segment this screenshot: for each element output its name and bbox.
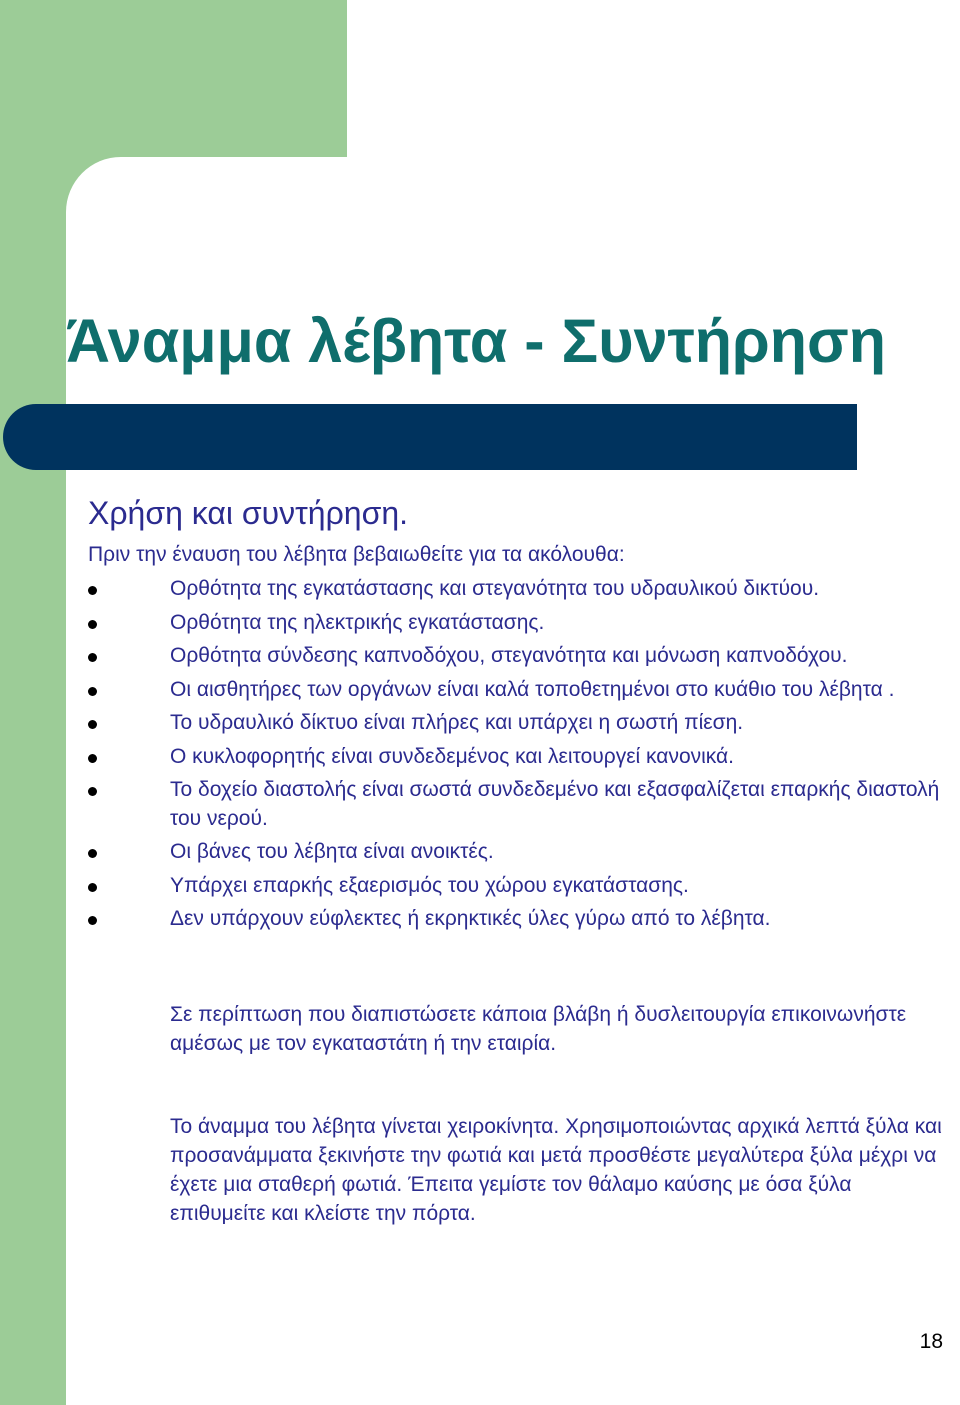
checklist <box>88 575 948 939</box>
checklist-item <box>88 838 948 867</box>
bullet-dot-icon <box>88 720 97 729</box>
bullet-dot-icon <box>88 849 97 858</box>
checklist-item <box>88 776 948 833</box>
intro-text: Πριν την έναυση του λέβητα βεβαιωθείτε για τα ακόλουθα: <box>88 543 625 566</box>
checklist-item <box>88 905 948 934</box>
bullet-dot-icon <box>88 916 97 925</box>
navy-divider-bar <box>3 404 857 470</box>
bullet-dot-icon <box>88 653 97 662</box>
fault-paragraph: Σε περίπτωση που διαπιστώσετε κάποια βλάβη ή δυσλειτουργία επικοινωνήστε αμέσως με τον εγκαταστάτη ή την εταιρία. <box>170 1003 907 1055</box>
white-top-area <box>347 0 960 160</box>
checklist-item-text: Οι βάνες του λέβητα είναι ανοικτές. <box>170 840 494 863</box>
checklist-item <box>88 709 948 738</box>
checklist-item-text: Δεν υπάρχουν εύφλεκτες ή εκρηκτικές ύλες γύρω από το λέβητα. <box>170 907 771 930</box>
bullet-dot-icon <box>88 687 97 696</box>
page-number: 18 <box>919 1330 943 1353</box>
checklist-item-text: Το υδραυλικό δίκτυο είναι πλήρες και υπάρχει η σωστή πίεση. <box>170 711 744 734</box>
section-heading: Χρήση και συντήρηση. <box>88 495 409 531</box>
checklist-item-text: Υπάρχει επαρκής εξαερισμός του χώρου εγκατάστασης. <box>170 873 689 897</box>
bullet-dot-icon <box>88 754 97 763</box>
checklist-item-text: Ορθότητα σύνδεσης καπνοδόχου, στεγανότητα και μόνωση καπνοδόχου. <box>170 644 848 667</box>
checklist-item <box>88 609 948 638</box>
bullet-dot-icon <box>88 883 97 892</box>
checklist-item <box>88 642 948 671</box>
checklist-item-text: Ο κυκλοφορητής είναι συνδεδεμένος και λειτουργεί κανονικά. <box>170 744 735 768</box>
checklist-item <box>88 872 948 901</box>
checklist-item <box>88 676 948 705</box>
page-title: Άναμμα λέβητα - Συντήρηση <box>66 307 886 375</box>
checklist-item-text: Το δοχείο διαστολής είναι σωστά συνδεδεμένο και εξασφαλίζεται επαρκής διαστολή του νερού. <box>170 778 940 830</box>
checklist-item-text: Οι αισθητήρες των οργάνων είναι καλά τοποθετημένοι στο κυάθιο του λέβητα . <box>170 677 895 701</box>
lighting-paragraph: Το άναμμα του λέβητα γίνεται χειροκίνητα. Χρησιμοποιώντας αρχικά λεπτά ξύλα και προσανάμματα ξεκινήστε την φωτιά και μετά προσθέστε μεγαλύτερα ξύλα μέχρι να έχετε μια σταθερή φωτιά. Έπειτα γεμίστε τον θάλαμο καύσης με όσα ξύλα επιθυμείτε και κλείστε την πόρτα. <box>170 1115 942 1225</box>
bullet-dot-icon <box>88 620 97 629</box>
checklist-item <box>88 575 948 604</box>
checklist-item <box>88 743 948 772</box>
checklist-item-text: Ορθότητα της ηλεκτρικής εγκατάστασης. <box>170 610 545 634</box>
checklist-item-text: Ορθότητα της εγκατάστασης και στεγανότητα του υδραυλικού δικτύου. <box>170 577 820 600</box>
bullet-dot-icon <box>88 787 97 796</box>
bullet-dot-icon <box>88 586 97 595</box>
